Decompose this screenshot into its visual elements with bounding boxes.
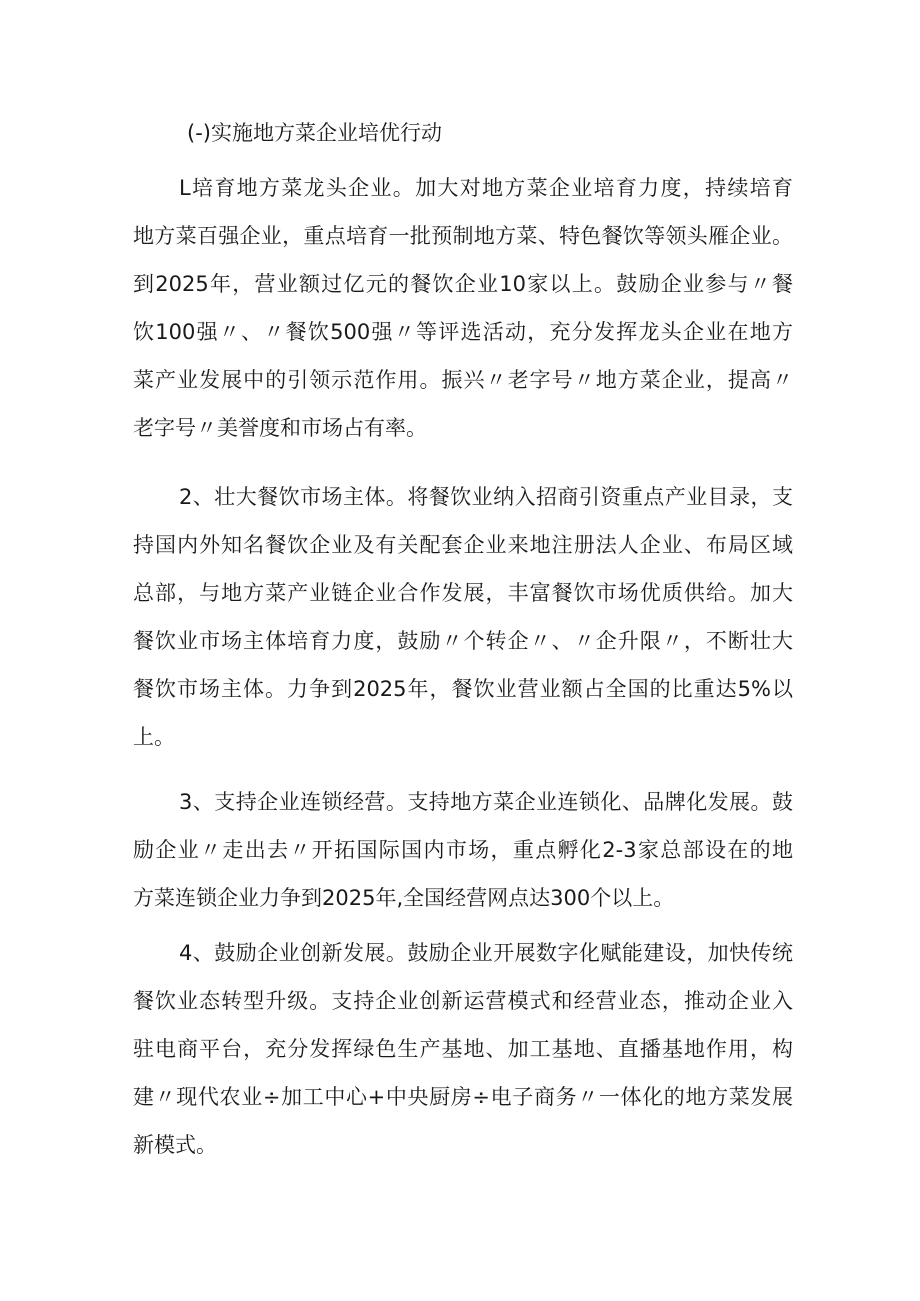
paragraph-4 (133, 929, 793, 1169)
paragraph-line: 餐饮市场主体。力争到2025年，餐饮业营业额占全国的比重达5%以 (133, 677, 793, 701)
paragraph-line: 到2025年，营业额过亿元的餐饮企业10家以上。鼓励企业参与〃餐 (133, 272, 793, 296)
paragraph-line: 新模式。 (133, 1133, 217, 1157)
section-heading: (-)实施地方菜企业培优行动 (187, 121, 442, 145)
paragraph-1 (133, 164, 793, 452)
paragraph-line: 驻电商平台，充分发挥绿色生产基地、加工基地、直播基地作用，构 (133, 1037, 793, 1061)
paragraph-3 (133, 778, 793, 922)
paragraph-line: 菜产业发展中的引领示范作用。振兴〃老字号〃地方菜企业，提高〃 (133, 368, 793, 392)
paragraph-line: 建〃现代农业÷加工中心+中央厨房÷电子商务〃一体化的地方菜发展 (133, 1085, 793, 1109)
paragraph-2 (133, 473, 793, 761)
paragraph-line: 上。 (133, 725, 175, 749)
paragraph-line: 饮100强〃、〃餐饮500强〃等评选活动，充分发挥龙头企业在地方 (133, 320, 793, 344)
paragraph-line: 2、壮大餐饮市场主体。将餐饮业纳入招商引资重点产业目录，支 (179, 485, 793, 509)
paragraph-line: 励企业〃走出去〃开拓国际国内市场，重点孵化2-3家总部设在的地 (133, 838, 793, 862)
paragraph-line: 方菜连锁企业力争到2025年,全国经营网点达300个以上。 (133, 886, 675, 910)
paragraph-line: 总部，与地方菜产业链企业合作发展，丰富餐饮市场优质供给。加大 (133, 581, 793, 605)
paragraph-line: 老字号〃美誉度和市场占有率。 (133, 416, 427, 440)
paragraph-line: 3、支持企业连锁经营。支持地方菜企业连锁化、品牌化发展。鼓 (179, 790, 793, 814)
paragraph-line: 餐饮业市场主体培育力度，鼓励〃个转企〃、〃企升限〃，不断壮大 (133, 629, 793, 653)
paragraph-line: 4、鼓励企业创新发展。鼓励企业开展数字化赋能建设，加快传统 (179, 941, 793, 965)
paragraph-line: 持国内外知名餐饮企业及有关配套企业来地注册法人企业、布局区域 (133, 533, 793, 557)
paragraph-line: L培育地方菜龙头企业。加大对地方菜企业培育力度，持续培育 (179, 176, 793, 200)
paragraph-line: 餐饮业态转型升级。支持企业创新运营模式和经营业态，推动企业入 (133, 989, 793, 1013)
paragraph-line: 地方菜百强企业，重点培育一批预制地方菜、特色餐饮等领头雁企业。 (133, 224, 793, 248)
